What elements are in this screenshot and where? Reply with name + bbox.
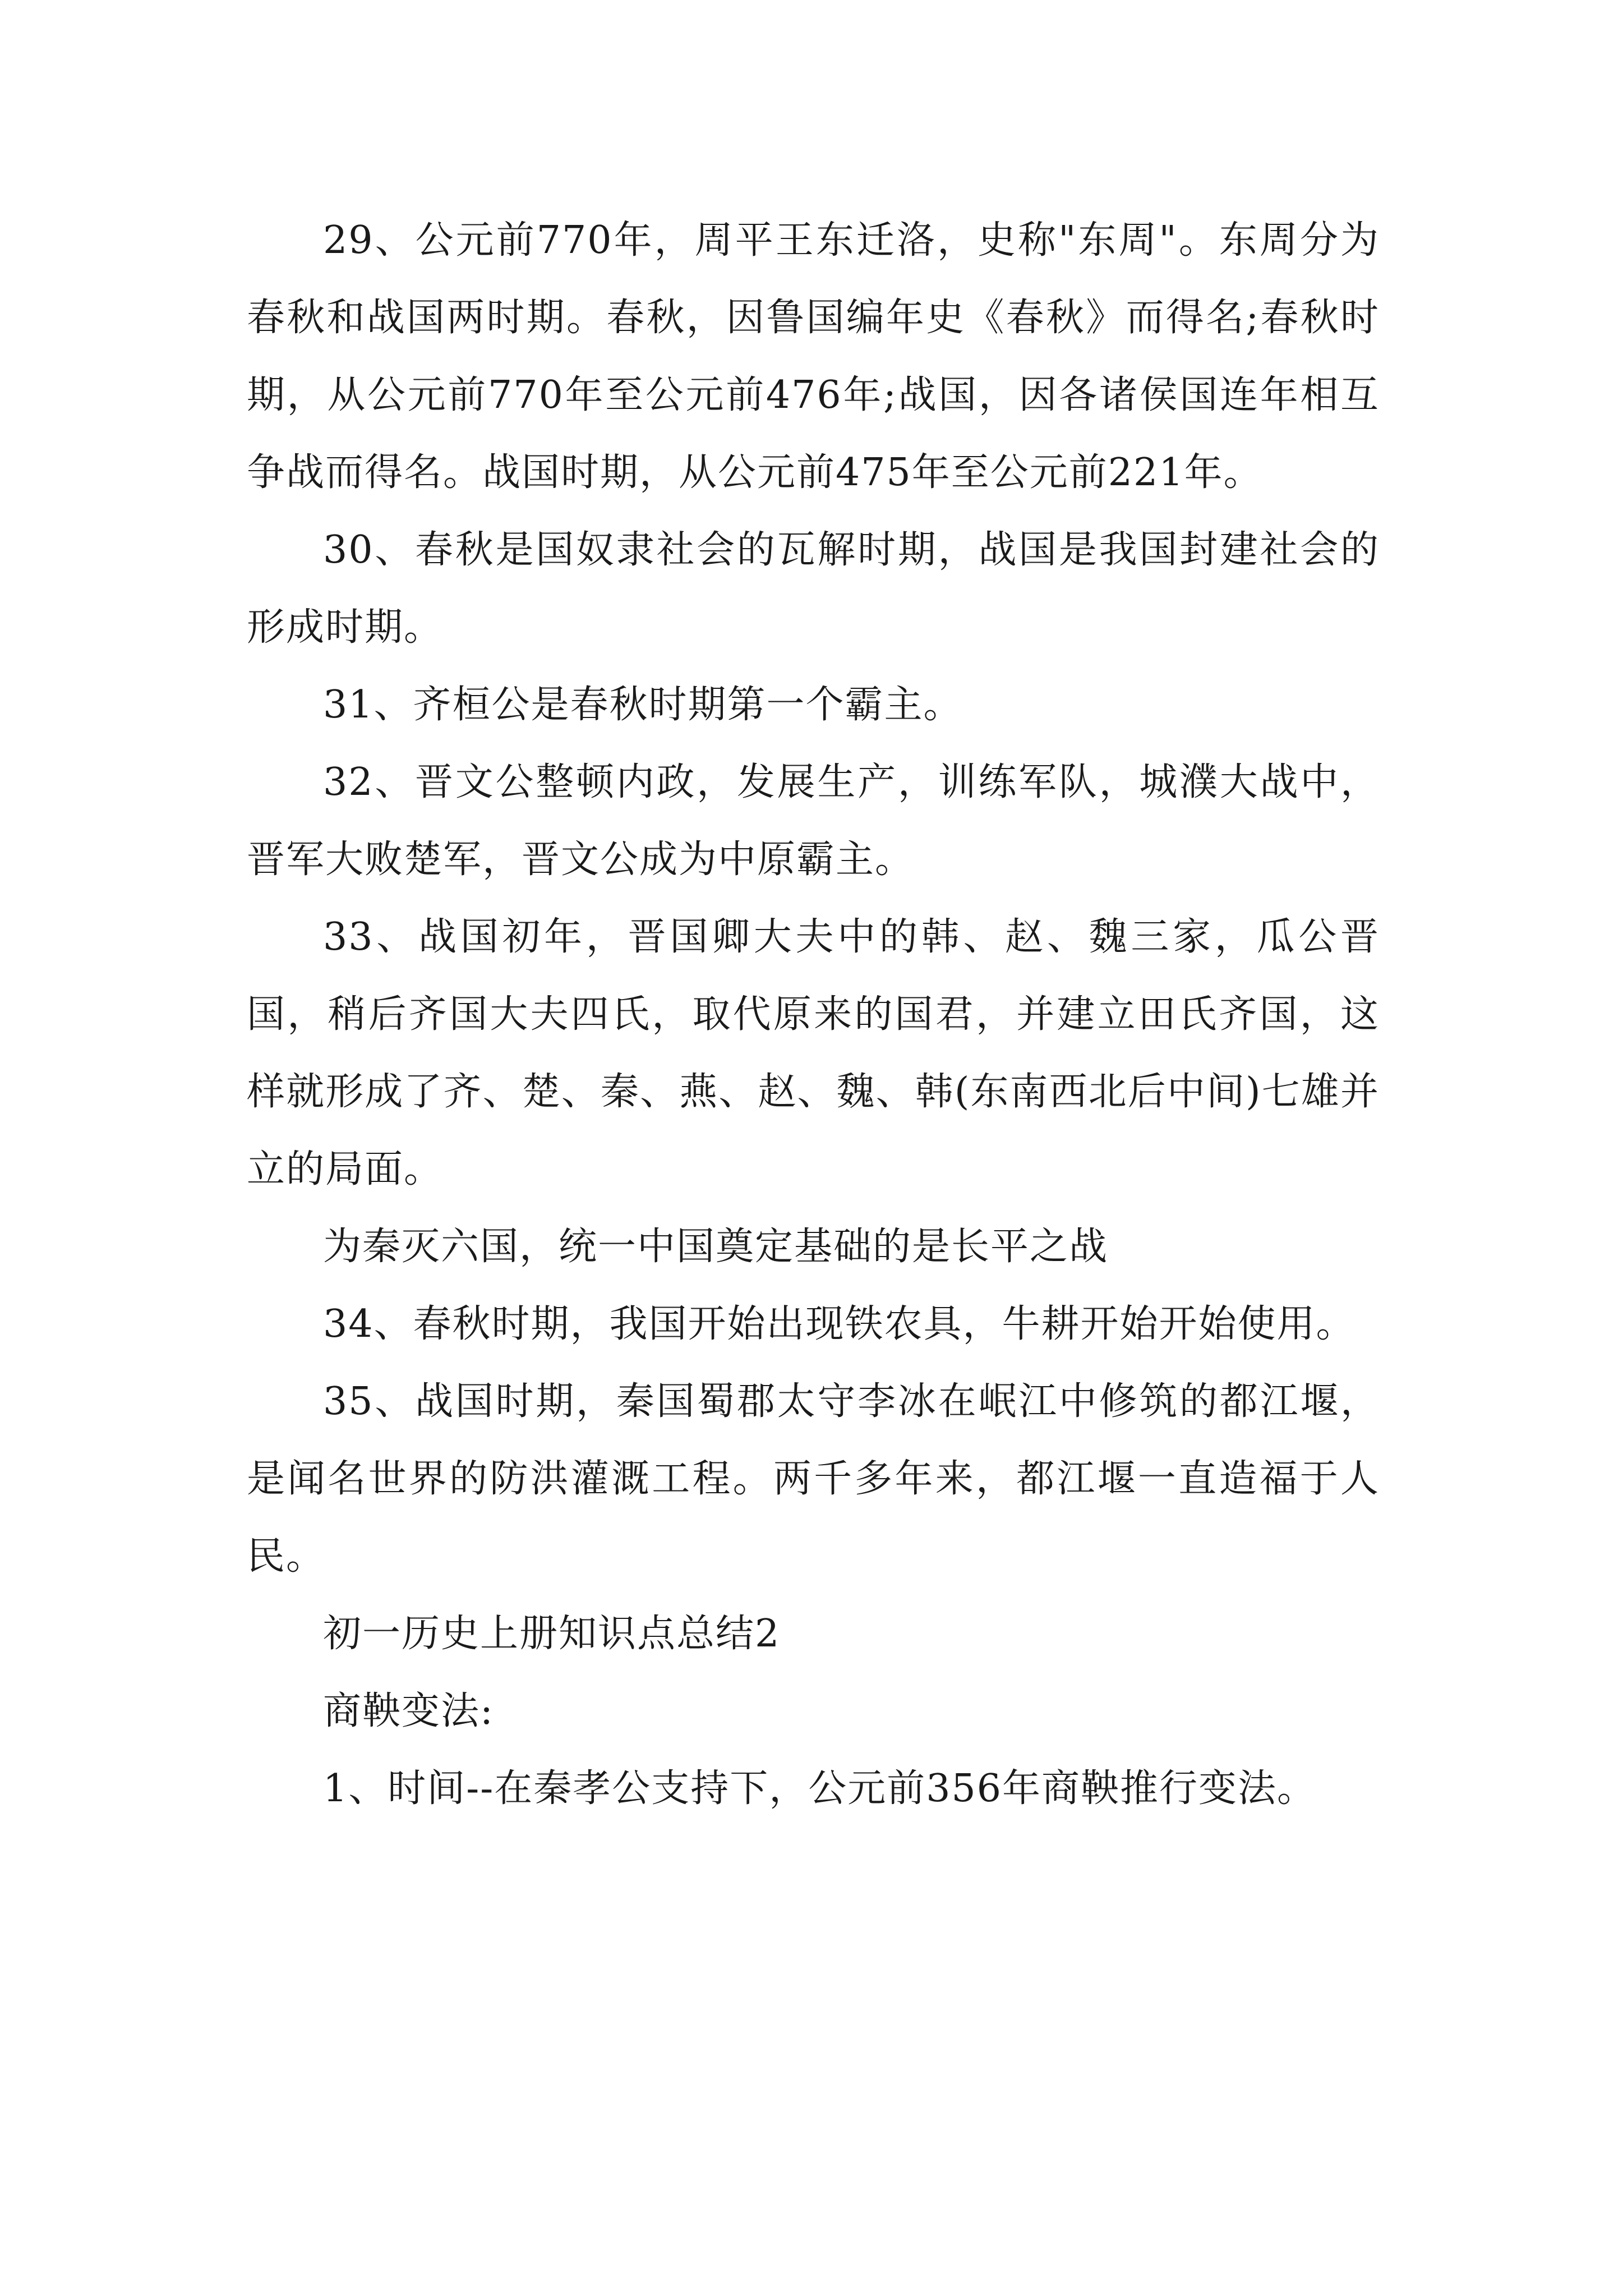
paragraph-changping: 为秦灭六国，统一中国奠定基础的是长平之战 <box>323 1225 1109 1269</box>
section-heading: 初一历史上册知识点总结2 <box>323 1612 781 1656</box>
paragraph-30: 30、春秋是国奴隶社会的瓦解时期，战国是我国封建社会的形成时期。 <box>247 528 1380 650</box>
subheading-shang-yang: 商鞅变法: <box>323 1689 494 1733</box>
paragraph-32: 32、晋文公整顿内政，发展生产，训练军队，城濮大战中，晋军大败楚军，晋文公成为中原霸主。 <box>247 760 1380 882</box>
paragraph-35: 35、战国时期，秦国蜀郡太守李冰在岷江中修筑的都江堰，是闻名世界的防洪灌溉工程。两千多年来，都江堰一直造福于人民。 <box>247 1379 1380 1579</box>
paragraph-34: 34、春秋时期，我国开始出现铁农具，牛耕开始开始使用。 <box>323 1302 1355 1346</box>
paragraph-1: 1、时间--在秦孝公支持下，公元前356年商鞅推行变法。 <box>323 1766 1317 1811</box>
paragraph-33: 33、战国初年，晋国卿大夫中的韩、赵、魏三家，瓜公晋国，稍后齐国大夫四氏，取代原来的国君，并建立田氏齐国，这样就形成了齐、楚、秦、燕、赵、魏、韩(东南西北后中间)七雄并立的局面。 <box>247 915 1380 1191</box>
paragraph-31: 31、齐桓公是春秋时期第一个霸主。 <box>323 683 963 727</box>
document-body <box>247 202 1380 1828</box>
paragraph-29: 29、公元前770年，周平王东迁洛，史称"东周"。东周分为春秋和战国两时期。春秋，因鲁国编年史《春秋》而得名;春秋时期，从公元前770年至公元前476年;战国，因各诸侯国连年相互争战而得名。战国时期，从公元前475年至公元前221年。 <box>247 218 1380 495</box>
